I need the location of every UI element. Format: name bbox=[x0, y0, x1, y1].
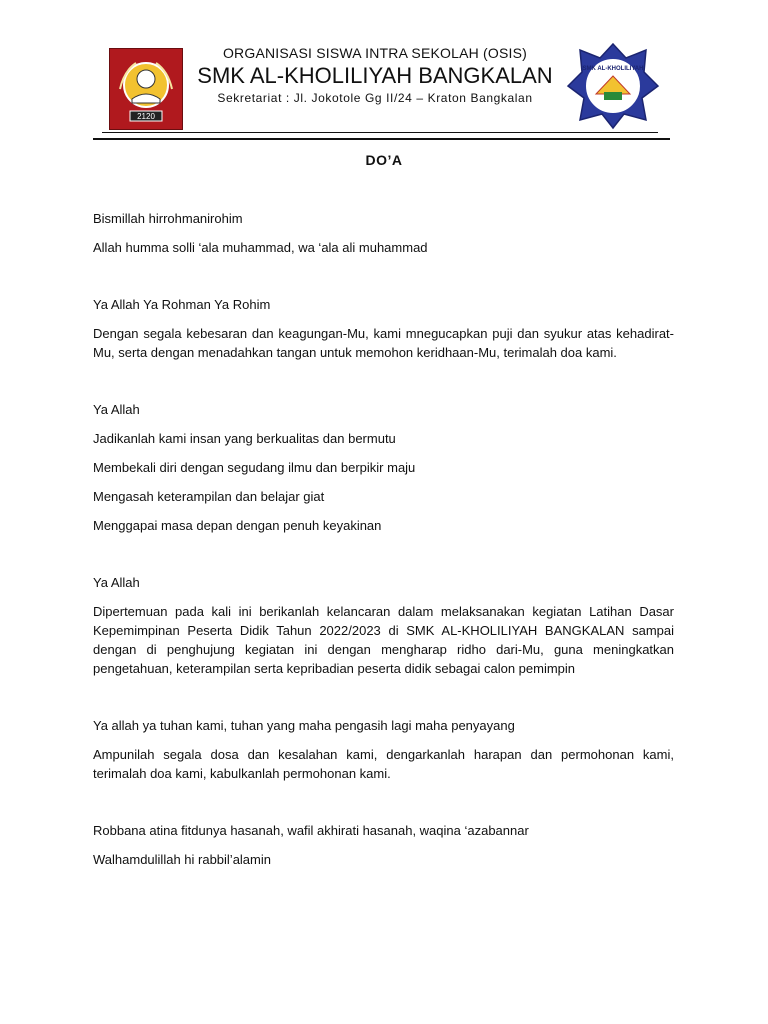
paragraph: Ya Allah bbox=[93, 402, 140, 417]
paragraph: Mengasah keterampilan dan belajar giat bbox=[93, 489, 325, 504]
paragraph: Bismillah hirrohmanirohim bbox=[93, 211, 243, 226]
emblem-year-text: 2120 bbox=[137, 112, 155, 121]
letterhead-rule-thick bbox=[93, 138, 670, 140]
school-badge-graphic bbox=[566, 42, 660, 130]
paragraph: Dengan segala kebesaran dan keagungan-Mu, kami mnegucapkan puji dan syukur atas kehadirat-Mu, serta dengan menadahkan tangan untuk memohon keridhaan-Mu, terimalah doa kami. bbox=[93, 326, 674, 360]
letterhead-rule-thin bbox=[102, 132, 658, 133]
paragraph: Allah humma solli ‘ala muhammad, wa ‘ala ali muhammad bbox=[93, 240, 428, 255]
paragraph: Ya allah ya tuhan kami, tuhan yang maha pengasih lagi maha penyayang bbox=[93, 718, 515, 733]
school-badge-icon bbox=[566, 42, 660, 130]
badge-text: SMK AL-KHOLILIYAH bbox=[582, 66, 644, 72]
paragraph: Ya Allah bbox=[93, 575, 140, 590]
paragraph: Ampunilah segala dosa dan kesalahan kami, dengarkanlah harapan dan permohonan kami, terimalah doa kami, kabulkanlah permohonan kami. bbox=[93, 747, 674, 781]
paragraph: Jadikanlah kami insan yang berkualitas dan bermutu bbox=[93, 431, 396, 446]
school-name: SMK AL-KHOLILIYAH BANGKALAN bbox=[197, 63, 553, 88]
paragraph: Dipertemuan pada kali ini berikanlah kelancaran dalam melaksanakan kegiatan Latihan Dasar Kepemimpinan Peserta Didik Tahun 2022/2023 di SMK AL-KHOLILIYAH BANGKALAN sampai dengan di penghujung kegiatan ini dengan mengharap ridho dari-Mu, guna meningkatkan pengetahuan, keterampilan serta kepribadian peserta didik sebagai calon pemimpin bbox=[93, 604, 674, 676]
prayer-content bbox=[93, 209, 674, 869]
osis-emblem-icon bbox=[109, 48, 183, 130]
paragraph: Ya Allah Ya Rohman Ya Rohim bbox=[93, 297, 271, 312]
address: Sekretariat : Jl. Jokotole Gg II/24 – Kraton Bangkalan bbox=[217, 91, 533, 105]
organization-name: ORGANISASI SISWA INTRA SEKOLAH (OSIS) bbox=[222, 45, 528, 61]
osis-emblem-graphic bbox=[110, 49, 182, 129]
paragraph: Membekali diri dengan segudang ilmu dan berpikir maju bbox=[93, 460, 416, 475]
paragraph: Robbana atina fitdunya hasanah, wafil akhirati hasanah, waqina ‘azabannar bbox=[93, 823, 529, 838]
paragraph: Menggapai masa depan dengan penuh keyakinan bbox=[93, 518, 382, 533]
page-title: DO’A bbox=[365, 152, 403, 168]
letterhead-text bbox=[190, 44, 560, 106]
paragraph: Walhamdulillah hi rabbil’alamin bbox=[93, 852, 271, 867]
